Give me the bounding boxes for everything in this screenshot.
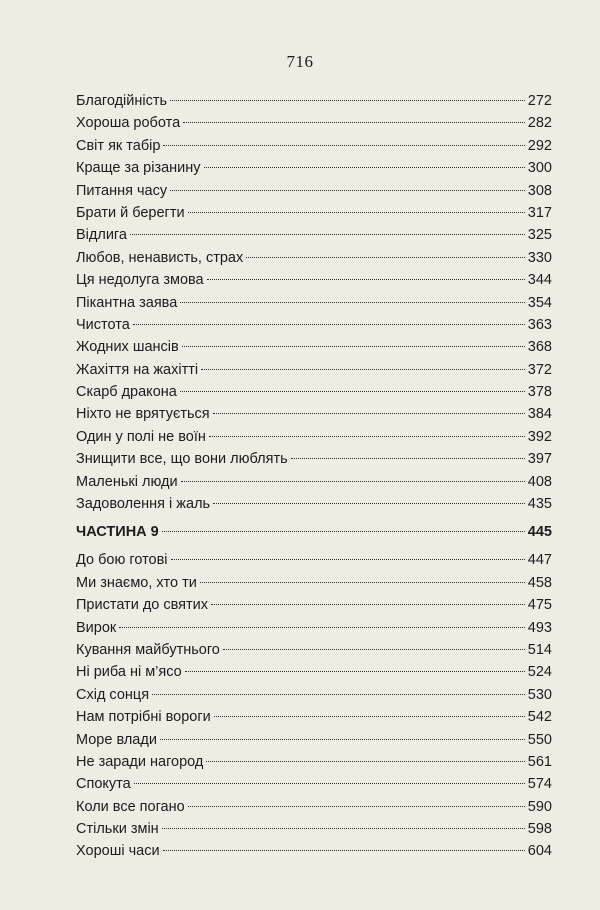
toc-leader-dots [201,369,525,370]
toc-entry-page: 300 [527,160,552,177]
toc-leader-dots [163,850,525,851]
toc-list [76,549,552,862]
toc-entry-page: 514 [527,641,552,658]
toc-entry [76,639,552,661]
toc-part-title: ЧАСТИНА 9 [76,524,159,540]
toc-entry [76,572,552,594]
toc-leader-dots [170,100,525,101]
toc-entry-page: 368 [527,339,552,356]
toc-entry [76,493,552,515]
toc-entry [76,751,552,773]
toc-entry [76,336,552,358]
toc-entry-page: 524 [527,664,552,681]
toc-leader-dots [204,167,525,168]
toc-entry [76,180,552,202]
toc-leader-dots [133,324,525,325]
toc-entry-title: Стільки змін [76,821,159,838]
toc-entry [76,90,552,112]
toc-entry-page: 292 [527,137,552,154]
toc-entry-title: Вирок [76,619,117,636]
toc-leader-dots [188,212,525,213]
toc-entry-page: 493 [527,619,552,636]
toc-leader-dots [183,122,525,123]
toc-entry [76,269,552,291]
toc-entry [76,381,552,403]
toc-part-page: 445 [527,524,552,540]
toc-entry-page: 330 [527,249,552,266]
toc-list [76,90,552,515]
toc-leader-dots [119,627,525,628]
toc-entry-title: Краще за різанину [76,160,201,177]
toc-entry [76,292,552,314]
toc-leader-dots [206,761,524,762]
toc-entry [76,706,552,728]
toc-entry-page: 561 [527,753,552,770]
toc-leader-dots [246,257,525,258]
toc-leader-dots [209,436,525,437]
toc-entry-page: 384 [527,406,552,423]
toc-entry-title: Спокута [76,776,131,793]
toc-entry-page: 392 [527,428,552,445]
toc-leader-dots [163,145,524,146]
toc-entry-title: Море влади [76,731,157,748]
toc-entry [76,840,552,862]
toc-leader-dots [200,582,525,583]
toc-entry-title: Маленькі люди [76,473,178,490]
toc-entry [76,202,552,224]
toc-part-heading [76,521,552,543]
toc-entry-page: 308 [527,182,552,199]
toc-entry-page: 435 [527,496,552,513]
toc-leader-dots [130,234,525,235]
toc-leader-dots [188,806,525,807]
toc-entry-page: 574 [527,776,552,793]
toc-entry-title: Жахіття на жахітті [76,361,199,378]
toc-entry [76,796,552,818]
toc-entry [76,157,552,179]
toc-leader-dots [214,716,525,717]
toc-entry-page: 550 [527,731,552,748]
toc-entry-page: 604 [527,843,552,860]
toc-entry-page: 354 [527,294,552,311]
toc-entry [76,448,552,470]
toc-entry [76,426,552,448]
toc-entry-title: Хороші часи [76,843,160,860]
toc-entry-title: Знищити все, що вони люблять [76,451,288,468]
toc-entry-title: Один у полі не воїн [76,428,206,445]
toc-entry [76,135,552,157]
toc-entry-page: 317 [527,204,552,221]
toc-entry-title: Ні риба ні м’ясо [76,664,182,681]
toc-entry-title: Пристати до святих [76,597,209,614]
toc-entry-page: 325 [527,227,552,244]
toc-leader-dots [213,413,525,414]
toc-entry-title: Ми знаємо, хто ти [76,574,197,591]
toc-entry [76,549,552,571]
toc-entry-title: Чистота [76,316,130,333]
toc-entry-title: Питання часу [76,182,168,199]
toc-leader-dots [170,190,525,191]
toc-leader-dots [211,604,525,605]
toc-entry-title: Ніхто не врятується [76,406,210,423]
toc-entry [76,684,552,706]
toc-leader-dots [213,503,525,504]
toc-entry-page: 475 [527,597,552,614]
toc-leader-dots [152,694,525,695]
toc-entry-title: Нам потрібні вороги [76,709,211,726]
toc-entry-page: 542 [527,709,552,726]
toc-entry-page: 408 [527,473,552,490]
toc-leader-dots [160,739,525,740]
toc-entry [76,773,552,795]
toc-entry-page: 590 [527,798,552,815]
toc-entry [76,247,552,269]
toc-entry-page: 397 [527,451,552,468]
toc-leader-dots [180,302,525,303]
toc-entry-title: Пікантна заява [76,294,178,311]
toc-entry-title: Схід сонця [76,686,150,703]
toc-entry [76,403,552,425]
toc-leader-dots [207,279,525,280]
toc-entry [76,359,552,381]
toc-entry-page: 372 [527,361,552,378]
toc-entry-title: Хороша робота [76,115,181,132]
toc-leader-dots [180,391,525,392]
toc-entry-title: До бою готові [76,552,168,569]
toc-entry-page: 344 [527,272,552,289]
toc-entry-page: 272 [527,93,552,109]
toc-leader-dots [182,346,525,347]
toc-entry-page: 458 [527,574,552,591]
toc-entry-page: 447 [527,552,552,569]
toc-entry-title: Задоволення і жаль [76,496,211,513]
toc-entry-page: 363 [527,316,552,333]
toc-leader-dots [223,649,525,650]
toc-entry-title: Благодійність [76,93,168,109]
toc-leader-dots [162,531,525,532]
page-number: 716 [286,52,314,71]
toc-entry [76,471,552,493]
toc-entry-title: Жодних шансів [76,339,179,356]
toc-leader-dots [291,458,525,459]
toc-entry-page: 282 [527,115,552,132]
toc-entry-title: Світ як табір [76,137,161,154]
toc-entry-page: 530 [527,686,552,703]
toc-entry [76,818,552,840]
toc-entry-title: Брати й берегти [76,204,185,221]
toc-entry-title: Коли все погано [76,798,185,815]
toc-entry [76,617,552,639]
toc-entry-title: Відлига [76,227,127,244]
toc-entry-title: Скарб дракона [76,384,177,401]
toc-part-section [76,521,552,863]
toc-entry [76,314,552,336]
toc-leader-dots [185,671,525,672]
toc-entry [76,594,552,616]
toc-entry-page: 378 [527,384,552,401]
toc-entry-title: Любов, ненависть, страх [76,249,244,266]
toc-leader-dots [162,828,525,829]
toc-leader-dots [171,559,525,560]
toc-leader-dots [134,783,525,784]
toc-entry-page: 598 [527,821,552,838]
toc-entry [76,224,552,246]
toc-entry-title: Ця недолуга змова [76,272,204,289]
toc-entry [76,729,552,751]
toc-entry [76,112,552,134]
toc-entry-title: Не заради нагород [76,753,204,770]
toc-entry [76,661,552,683]
toc-entry-title: Кування майбутнього [76,641,220,658]
toc-leader-dots [181,481,525,482]
